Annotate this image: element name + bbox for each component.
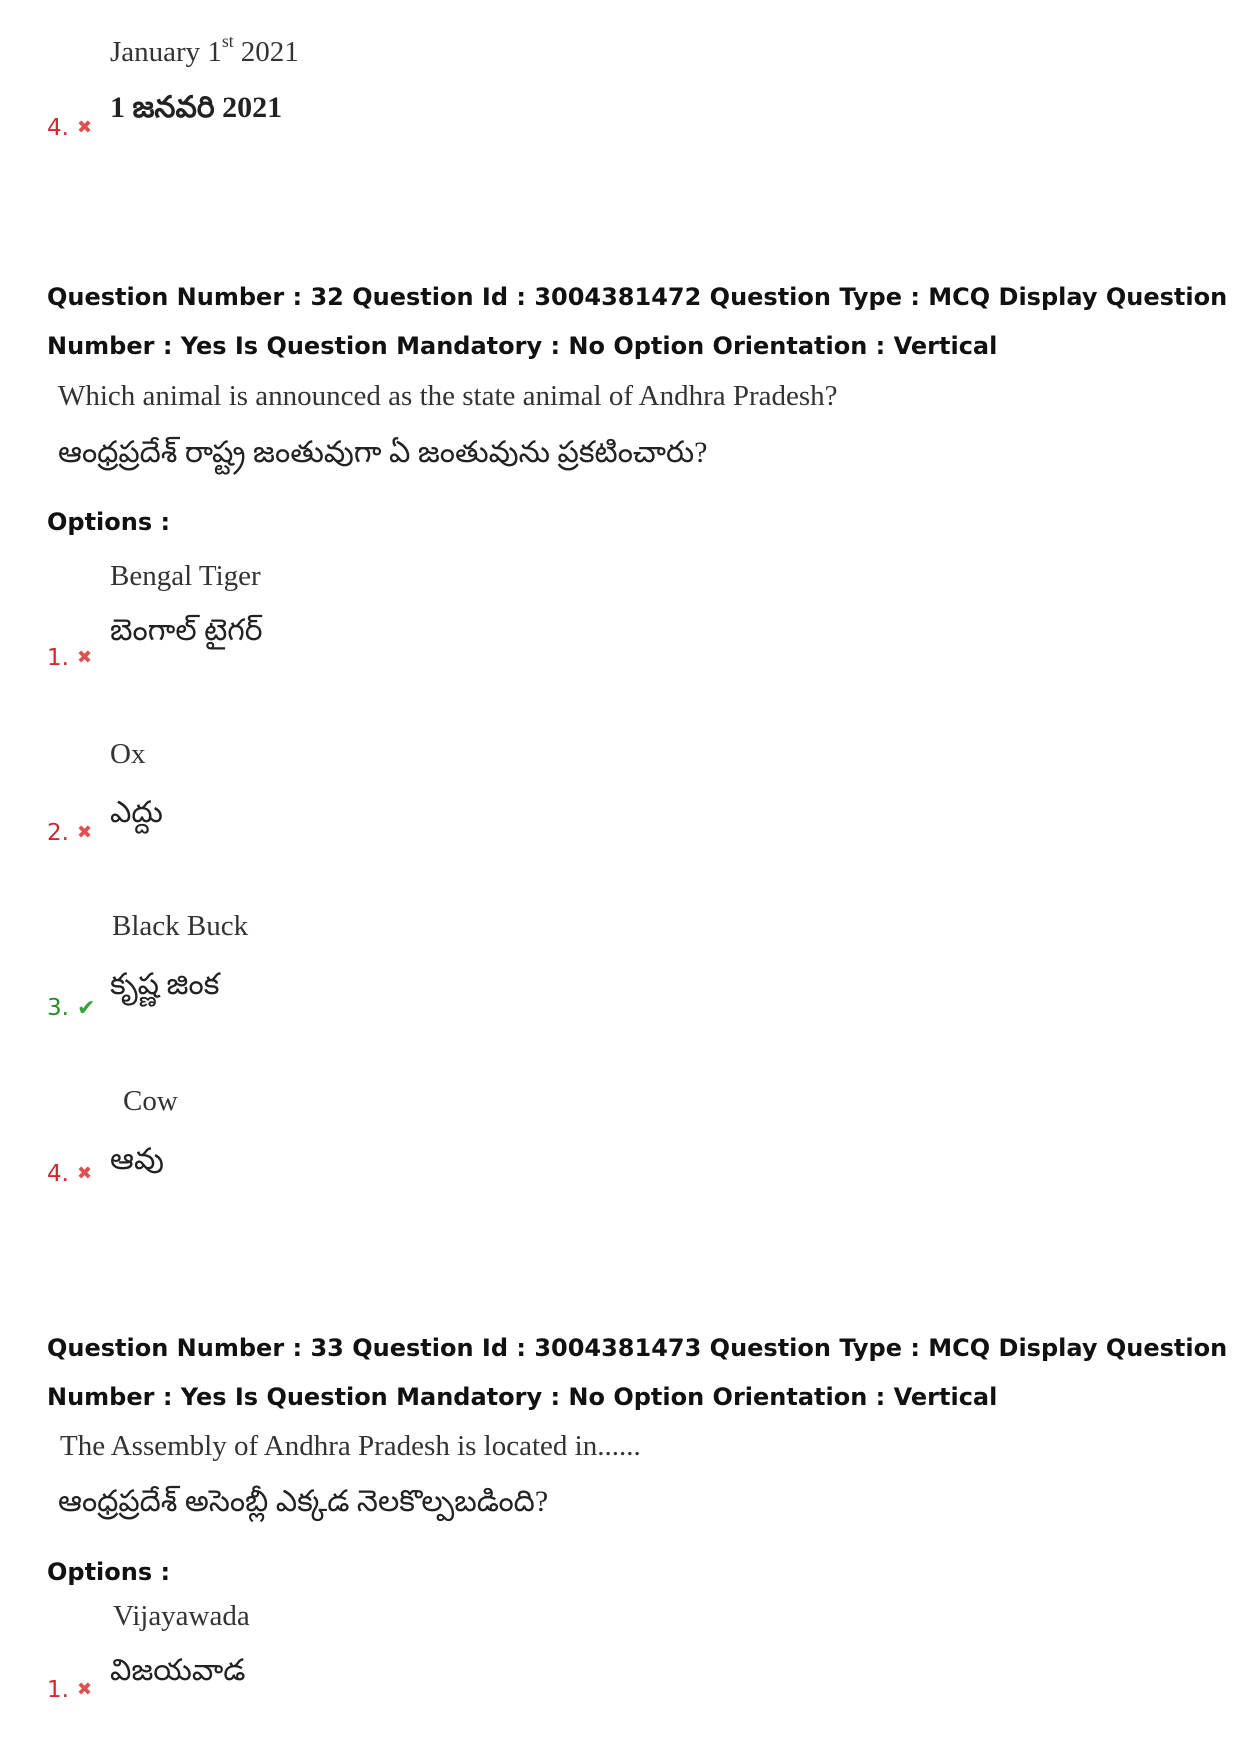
question-33-meta-line-1: Question Number : 33 Question Id : 3004381473 Question Type : MCQ Display Question	[47, 1334, 1228, 1362]
question-32-english: Which animal is announced as the state animal of Andhra Pradesh?	[58, 380, 838, 412]
question-32-options-label: Options :	[47, 508, 171, 536]
question-33-english: The Assembly of Andhra Pradesh is located in......	[60, 1430, 641, 1462]
prev-option-4-number: 4. ✖	[47, 115, 93, 141]
question-33-options-label: Options :	[47, 1558, 171, 1586]
q32-option-1-english: Bengal Tiger	[110, 560, 261, 592]
q32-option-3-number: 3. ✔	[47, 995, 96, 1021]
prev-option-4-telugu: 1 జనవరి 2021	[110, 91, 283, 124]
cross-mark-icon: ✖	[76, 1163, 93, 1184]
q32-option-3-telugu: కృష్ణ జింక	[110, 968, 220, 1001]
question-32-telugu: ఆంధ్రప్రదేశ్ రాష్ట్ర జంతువుగా ఏ జంతువును ప్రకటించారు?	[58, 436, 708, 469]
question-32-meta-line-2: Number : Yes Is Question Mandatory : No Option Orientation : Vertical	[47, 332, 998, 360]
cross-mark-icon: ✖	[76, 647, 93, 668]
q32-option-2-telugu: ఎద్దు	[110, 796, 163, 829]
question-33-meta-line-2: Number : Yes Is Question Mandatory : No Option Orientation : Vertical	[47, 1383, 998, 1411]
q33-option-1-english: Vijayawada	[113, 1600, 250, 1632]
check-mark-icon: ✔	[76, 996, 96, 1021]
q32-option-4-telugu: ఆవు	[110, 1143, 164, 1176]
q32-option-2-english: Ox	[110, 738, 146, 770]
cross-mark-icon: ✖	[76, 117, 93, 138]
q32-option-2-number: 2. ✖	[47, 820, 93, 846]
cross-mark-icon: ✖	[76, 1679, 93, 1700]
q33-option-1-telugu: విజయవాడ	[110, 1654, 246, 1687]
prev-option-4-english: January 1st 2021	[110, 31, 299, 68]
question-33-telugu: ఆంధ్రప్రదేశ్ అసెంబ్లీ ఎక్కడ నెలకొల్పబడింది?	[58, 1485, 549, 1518]
q32-option-1-number: 1. ✖	[47, 645, 93, 671]
q32-option-3-english: Black Buck	[112, 910, 249, 942]
q33-option-1-number: 1. ✖	[47, 1677, 93, 1703]
question-32-meta-line-1: Question Number : 32 Question Id : 3004381472 Question Type : MCQ Display Question	[47, 283, 1228, 311]
q32-option-1-telugu: బెంగాల్ టైగర్	[110, 614, 263, 647]
q32-option-4-number: 4. ✖	[47, 1161, 93, 1187]
q32-option-4-english: Cow	[123, 1085, 178, 1117]
cross-mark-icon: ✖	[76, 822, 93, 843]
